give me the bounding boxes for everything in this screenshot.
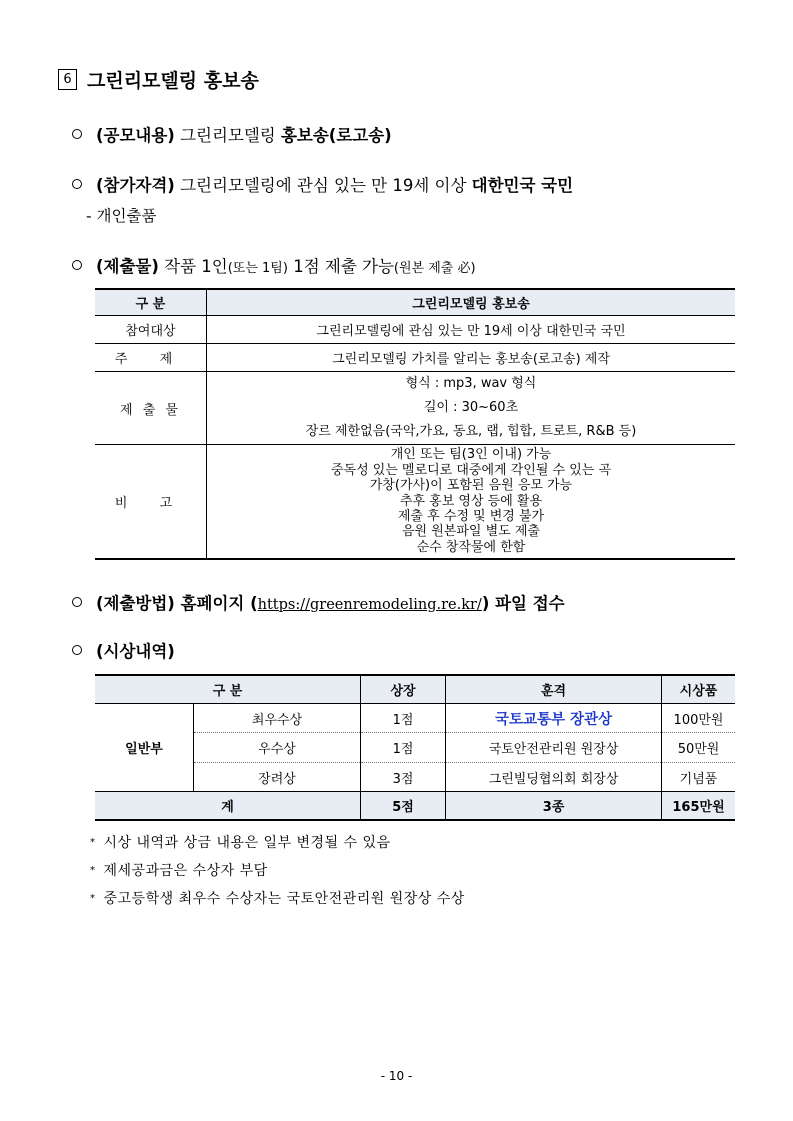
awards-table [95, 674, 735, 821]
section-number-box: 6 [58, 69, 77, 90]
bullet-submission-method [72, 590, 565, 614]
remark-line: 가창(가사)이 포함된 음원 응모 가능 [369, 478, 573, 494]
awards-label: (시상내역) [96, 642, 175, 661]
row-value: 그린리모델링 가치를 알리는 홍보송(로고송) 제작 [207, 344, 736, 372]
asterisk-icon: * [90, 893, 96, 904]
award-prize: 기념품 [679, 771, 718, 787]
bullet-awards [72, 638, 175, 662]
asterisk-icon: * [90, 837, 96, 848]
note-item [90, 860, 268, 880]
header-song: 그린리모델링 홍보송 [207, 289, 736, 316]
note-text: 시상 내역과 상금 내용은 일부 변경될 수 있음 [103, 835, 391, 851]
eligibility-text: 그린리모델링에 관심 있는 만 19세 이상 [174, 176, 472, 195]
header-category: 구 분 [95, 289, 207, 316]
row-label: 비 고 [95, 445, 207, 559]
award-count: 3점 [361, 763, 446, 792]
award-prize: 50만원 [662, 733, 735, 763]
table-row [95, 316, 735, 344]
submission-text-d: (원본 제출 必) [393, 261, 476, 276]
bullet-submission [72, 253, 476, 277]
award-prize: 100만원 [662, 704, 735, 733]
submission-method-text-b: ) 파일 접수 [481, 594, 565, 613]
table-row [95, 704, 735, 733]
remark-line: 음원 원본파일 별도 제출 [402, 524, 540, 540]
hollow-circle-bullet-icon [72, 179, 82, 189]
submission-text-a: 작품 1인 [158, 257, 228, 276]
award-honor: 국토안전관리원 원장상 [446, 733, 662, 763]
note-item [90, 832, 391, 852]
submission-method-text-a: 홈페이지 ( [174, 594, 258, 613]
submission-format: 형식 : mp3, wav 형식 [405, 376, 537, 391]
remark-line: 순수 창작물에 한함 [416, 539, 526, 555]
eligibility-bold: 대한민국 국민 [471, 176, 574, 195]
header-honor: 훈격 [446, 675, 662, 704]
hollow-circle-bullet-icon [72, 260, 82, 270]
submission-text-b: (또는 1팀) [227, 261, 288, 276]
header-certificate: 상장 [361, 675, 446, 704]
contest-overview-table [95, 288, 735, 560]
table-row [95, 344, 735, 372]
section-title-text: 그린리모델링 홍보송 [87, 70, 259, 92]
bullet-eligibility [72, 172, 573, 196]
hollow-circle-bullet-icon [72, 645, 82, 655]
submission-length: 길이 : 30~60초 [423, 400, 519, 415]
remark-line: 제출 후 수정 및 변경 불가 [397, 508, 545, 524]
submission-details [207, 372, 736, 445]
award-honor: 국토교통부 장관상 [446, 704, 662, 733]
group-label: 일반부 [95, 704, 194, 792]
table-header-row [95, 289, 735, 316]
section-title [58, 66, 259, 93]
table-row-submission [95, 372, 735, 445]
page-number: - 10 - [380, 1069, 413, 1083]
submission-method-label: (제출방법) [96, 594, 175, 613]
award-name: 장려상 [194, 763, 361, 792]
contest-content-bold: 홍보송(로고송) [280, 126, 392, 145]
note-item [90, 888, 465, 908]
total-label: 계 [95, 792, 361, 821]
eligibility-sub: - 개인출품 [86, 207, 157, 225]
header-prize: 시상품 [662, 675, 735, 704]
row-value: 그린리모델링에 관심 있는 만 19세 이상 대한민국 국민 [207, 316, 736, 344]
award-name: 우수상 [194, 733, 361, 763]
award-count: 1점 [361, 704, 446, 733]
award-honor: 그린빌딩협의회 회장상 [446, 763, 662, 792]
award-name: 최우수상 [194, 704, 361, 733]
note-text: 제세공과금은 수상자 부담 [103, 863, 268, 879]
hollow-circle-bullet-icon [72, 597, 82, 607]
note-text: 중고등학생 최우수 수상자는 국토안전관리원 원장상 수상 [103, 891, 465, 907]
remark-line: 개인 또는 팀(3인 이내) 가능 [390, 447, 552, 463]
remarks-details [207, 445, 736, 559]
submission-genre: 장르 제한없음(국악,가요, 동요, 랩, 힙합, 트로트, R&B 등) [305, 424, 637, 439]
remark-line: 중독성 있는 멜로디로 대중에게 각인될 수 있는 곡 [330, 462, 612, 478]
hollow-circle-bullet-icon [72, 129, 82, 139]
homepage-link[interactable]: https://greenremodeling.re.kr/ [257, 597, 482, 613]
eligibility-label: (참가자격) [96, 176, 175, 195]
row-label: 참여대상 [95, 316, 207, 344]
contest-content-label: (공모내용) [96, 126, 175, 145]
table-row-remarks [95, 445, 735, 559]
header-category: 구 분 [95, 675, 361, 704]
submission-label: (제출물) [96, 257, 159, 276]
asterisk-icon: * [90, 865, 96, 876]
award-count: 1점 [361, 733, 446, 763]
contest-content-text: 그린리모델링 [174, 126, 281, 145]
total-row [95, 792, 735, 821]
bullet-contest-content [72, 122, 392, 146]
row-label: 제 출 물 [95, 372, 207, 445]
remark-line: 추후 홍보 영상 등에 활용 [399, 493, 543, 509]
total-count: 5점 [361, 792, 446, 821]
submission-text-c: 1점 제출 가능 [287, 257, 394, 276]
total-prize: 165만원 [662, 792, 735, 821]
table-header-row [95, 675, 735, 704]
row-label: 주 제 [95, 344, 207, 372]
total-honor: 3종 [446, 792, 662, 821]
